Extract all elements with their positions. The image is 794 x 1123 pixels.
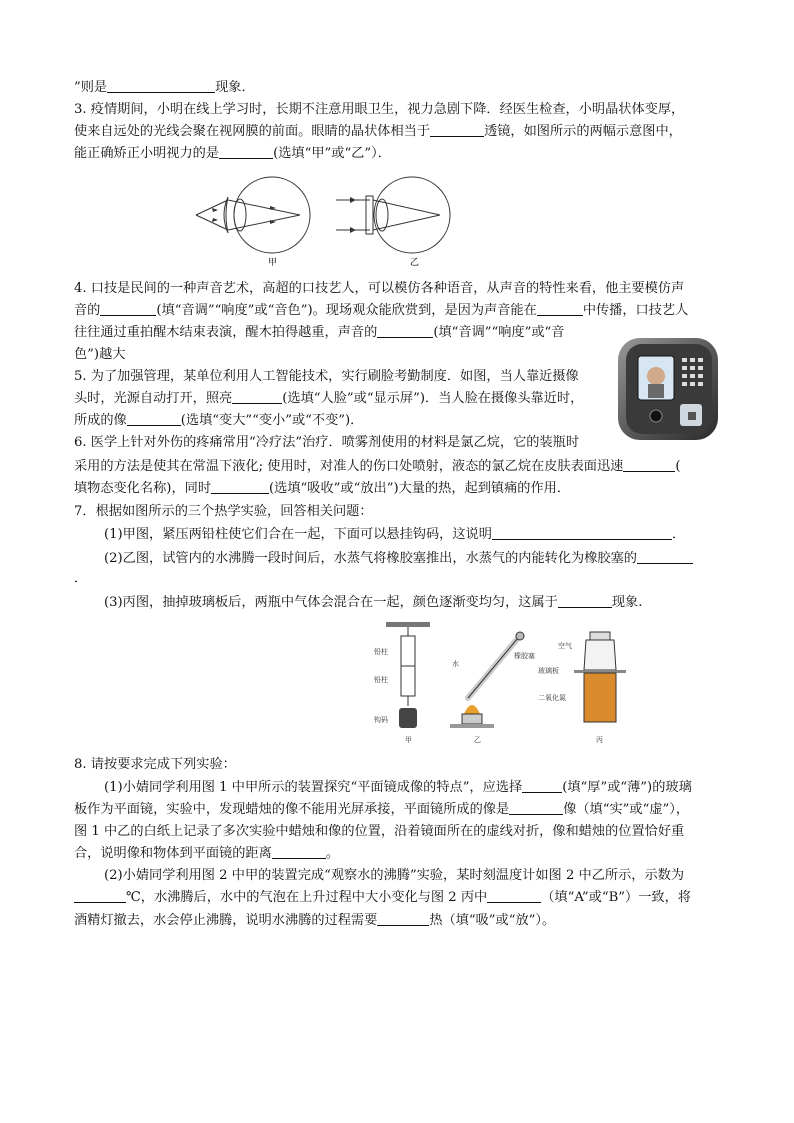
blank[interactable] [522, 778, 562, 793]
label-jia: 甲 [405, 736, 412, 744]
label-nitrogen-dioxide: 二氧化氮 [538, 694, 566, 702]
blank[interactable] [430, 122, 484, 137]
q8-part1-line2: 板作为平面镜，实验中，发现蜡烛的像不能用光屏承接，平面镜所成的像是 像（填“实”或“虚”）， [74, 802, 690, 817]
label-lead-2: 铅柱 [374, 676, 388, 684]
q3-line1: 3. 疫情期间，小明在线上学习时，长期不注意用眼卫生，视力急剧下降．经医生检查，小明晶状体变厚， [74, 102, 685, 117]
q5-line3: 所成的像 (选填“变大”“变小”或“不变”)． [74, 413, 364, 428]
q4-line4: 色”)越大 [74, 347, 126, 362]
blank[interactable] [107, 78, 215, 93]
label-glass-plate: 玻璃板 [538, 667, 559, 675]
blank[interactable] [127, 411, 181, 426]
lead-cylinders-experiment [374, 622, 430, 744]
face-recognition-device-image [614, 334, 722, 444]
label-bing: 丙 [596, 736, 603, 744]
blank[interactable] [74, 888, 126, 903]
blank[interactable] [377, 911, 429, 926]
label-air: 空气 [558, 642, 572, 650]
eye-diagram-jia [196, 177, 310, 268]
q8-part2-line1: (2)小婧同学利用图 2 中甲的装置完成“观察水的沸腾”实验，某时刻温度计如图 2 中乙所示，示数为 [104, 868, 685, 883]
q8-line1: 8. 请按要求完成下列实验： [74, 757, 236, 772]
blank[interactable] [509, 800, 563, 815]
blank[interactable] [272, 844, 326, 859]
q4-line3: 往往通过重拍醒木结束表演，醒木拍得越重，声音的 (填“音调”“响度”或“音 [74, 325, 565, 340]
gas-diffusion-experiment [538, 632, 626, 744]
test-tube-experiment [450, 632, 535, 744]
label-hook-weight: 钩码 [374, 716, 388, 724]
q3-line3: 能正确矫正小明视力的是 (选填“甲”或“乙”）． [74, 146, 391, 161]
q7-part3: (3)丙图，抽掉玻璃板后，两瓶中气体会混合在一起，颜色逐渐变均匀，这属于 现象. [104, 595, 643, 610]
label-lead-1: 铅柱 [374, 648, 388, 656]
blank[interactable] [558, 593, 612, 608]
blank[interactable] [211, 479, 269, 494]
q8-part1-line1: (1)小婧同学利用图 1 中甲所示的装置探究“平面镜成像的特点”，应选择 (填“厚”或“薄”)的玻璃 [104, 780, 692, 795]
blank[interactable] [537, 301, 583, 316]
q7-part1: (1)甲图，紧压两铅柱使它们合在一起，下面可以悬挂钩码，这说明 ． [104, 527, 686, 542]
blank[interactable] [219, 144, 273, 159]
label-yi: 乙 [474, 736, 481, 744]
blank[interactable] [492, 525, 672, 540]
q7-line1: 7．根据如图所示的三个热学实验，回答相关问题： [74, 504, 373, 519]
q7-part2-end: ． [74, 571, 88, 586]
label-yi: 乙 [410, 258, 420, 268]
q4-line1: 4. 口技是民间的一种声音艺术，高超的口技艺人，可以模仿各种语音，从声音的特性来看，他主要模仿声 [74, 281, 685, 296]
blank[interactable] [100, 301, 156, 316]
q8-part2-line2: ℃，水沸腾后，水中的气泡在上升过程中大小变化与图 2 丙中 （填“A”或“B”）一致，将 [74, 887, 691, 909]
blank[interactable] [637, 549, 693, 564]
blank[interactable] [623, 457, 675, 472]
eye-diagram-yi [336, 177, 450, 268]
blank[interactable] [487, 888, 541, 903]
q5-line2: 头时，光源自动打开，照亮 (选填“人脸”或“显示屏”)．当人脸在摄像头靠近时， [74, 391, 584, 406]
q6-line2: 采用的方法是使其在常温下液化; 使用时，对准人的伤口处喷射，液态的氯乙烷在皮肤表面迅速 ( [74, 459, 681, 474]
q3-line2: 使来自远处的光线会聚在视网膜的前面。眼睛的晶状体相当于 透镜，如图所示的两幅示意图中， [74, 124, 682, 139]
q4-line2: 音的 (填“音调”“响度”或“音色”)。现场观众能欣赏到，是因为声音能在 中传播，口技艺人 [74, 303, 689, 318]
eye-correction-figure [190, 170, 470, 270]
label-jia: 甲 [268, 258, 278, 268]
thermal-experiments-figure [368, 618, 638, 744]
q8-part2-line3: 酒精灯撤去，水会停止沸腾，说明水沸腾的过程需要 热（填“吸”或“放”）。 [74, 913, 556, 928]
q5-line1: 5. 为了加强管理，某单位利用人工智能技术，实行刷脸考勤制度．如图，当人靠近摄像 [74, 369, 579, 384]
q7-part2: (2)乙图，试管内的水沸腾一段时间后，水蒸气将橡胶塞推出，水蒸气的内能转化为橡胶塞的 [104, 548, 693, 570]
label-rubber-stopper: 橡胶塞 [514, 652, 535, 660]
blank[interactable] [377, 323, 433, 338]
q6-line3: 填物态变化名称)，同时 (选填“吸收”或“放出”)大量的热，起到镇痛的作用． [74, 481, 571, 496]
q8-part1-line4: 合，说明像和物体到平面镜的距离 。 [74, 846, 339, 861]
label-water: 水 [452, 660, 459, 668]
q6-line1: 6. 医学上针对外伤的疼痛常用“冷疗法”治疗．喷雾剂使用的材料是氯乙烷，它的装瓶时 [74, 435, 580, 450]
q2-tail: ”则是 现象． [74, 80, 255, 95]
q8-part1-line3: 图 1 中乙的白纸上记录了多次实验中蜡烛和像的位置，沿着镜面所在的虚线对折，像和蜡烛的位置恰好重 [74, 824, 685, 839]
blank[interactable] [232, 389, 282, 404]
